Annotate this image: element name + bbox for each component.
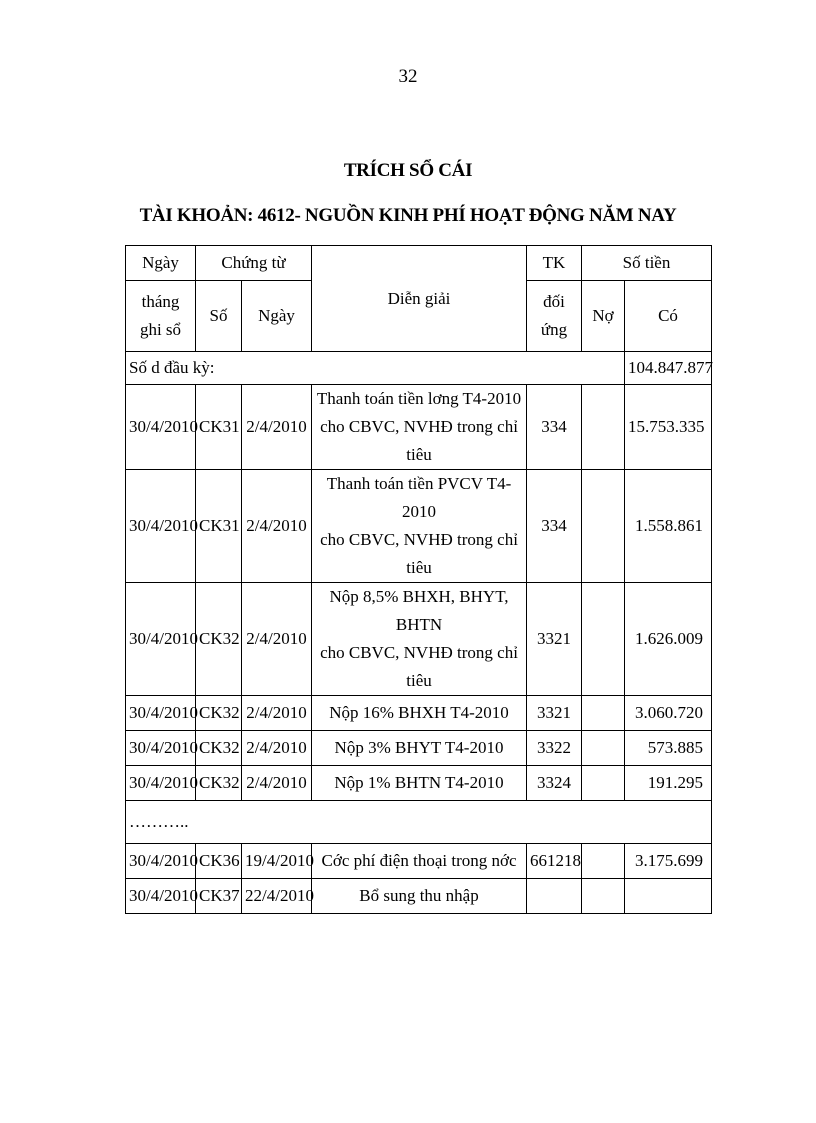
table-row: [126, 844, 712, 879]
row-co: 573.885: [625, 731, 712, 766]
header-row-1: [126, 246, 712, 281]
table-row: [126, 766, 712, 801]
row-date: 30/4/2010: [126, 844, 196, 879]
row-so: CK31: [196, 385, 242, 470]
header-tk-line3: ứng: [540, 320, 568, 339]
row-tk: 3321: [527, 583, 582, 696]
header-no: Nợ: [582, 281, 625, 352]
row-date: 30/4/2010: [126, 696, 196, 731]
row-no: [582, 470, 625, 583]
row-so: CK32: [196, 696, 242, 731]
row-so: CK32: [196, 583, 242, 696]
row-co: 15.753.335: [625, 385, 712, 470]
row-date: 30/4/2010: [126, 385, 196, 470]
row-so: CK32: [196, 766, 242, 801]
row-co: 191.295: [625, 766, 712, 801]
row-desc: [312, 470, 527, 583]
row-no: [582, 696, 625, 731]
row-so: CK37: [196, 879, 242, 914]
header-dien-giai: Diễn giải: [312, 246, 527, 352]
header-tk-cell: [527, 281, 582, 352]
row-desc-line2: cho CBVC, NVHĐ trong chỉ tiêu: [320, 530, 518, 577]
row-co: 3.060.720: [625, 696, 712, 731]
header-ngay-line3: ghi sổ: [139, 320, 182, 339]
row-desc-line1: Thanh toán tiền lơng T4-2010: [316, 389, 522, 408]
row-no: [582, 583, 625, 696]
row-no: [582, 766, 625, 801]
header-ngay-cell: [126, 281, 196, 352]
row-so: CK31: [196, 470, 242, 583]
row-no: [582, 385, 625, 470]
opening-balance-label: Số d đầu kỳ:: [126, 352, 625, 385]
row-tk: 334: [527, 385, 582, 470]
table-row: [126, 731, 712, 766]
row-desc-line1: Thanh toán tiền PVCV T4-2010: [326, 474, 512, 521]
header-so: Số: [196, 281, 242, 352]
row-desc: [312, 385, 527, 470]
row-ngay: 22/4/2010: [242, 879, 312, 914]
row-ngay: 19/4/2010: [242, 844, 312, 879]
row-tk: 661218: [527, 844, 582, 879]
row-desc: [312, 583, 527, 696]
row-date: 30/4/2010: [126, 879, 196, 914]
row-ngay: 2/4/2010: [242, 470, 312, 583]
document-title: TRÍCH SỔ CÁI: [343, 160, 473, 181]
row-no: [582, 879, 625, 914]
row-tk: [527, 879, 582, 914]
header-so-tien: Số tiền: [582, 246, 712, 281]
row-co: 1.558.861: [625, 470, 712, 583]
ellipsis-row: [126, 801, 712, 844]
page-number: 32: [398, 66, 418, 87]
row-co: 3.175.699: [625, 844, 712, 879]
row-ngay: 2/4/2010: [242, 385, 312, 470]
opening-balance-row: [126, 352, 712, 385]
row-so: CK32: [196, 731, 242, 766]
row-date: 30/4/2010: [126, 583, 196, 696]
row-desc: Nộp 3% BHYT T4-2010: [312, 731, 527, 766]
row-no: [582, 844, 625, 879]
row-desc: Nộp 1% BHTN T4-2010: [312, 766, 527, 801]
header-tk-line2: đối: [543, 292, 565, 311]
table-row: [126, 385, 712, 470]
row-tk: 3321: [527, 696, 582, 731]
row-tk: 3324: [527, 766, 582, 801]
header-chung-tu: Chứng từ: [196, 246, 312, 281]
row-desc-line2: cho CBVC, NVHĐ trong chỉ tiêu: [320, 417, 518, 464]
row-desc: Cớc phí điện thoại trong nớc: [312, 844, 527, 879]
table-row: [126, 879, 712, 914]
row-date: 30/4/2010: [126, 470, 196, 583]
table-row: [126, 696, 712, 731]
row-co: [625, 879, 712, 914]
row-ngay: 2/4/2010: [242, 731, 312, 766]
row-tk: 3322: [527, 731, 582, 766]
row-date: 30/4/2010: [126, 731, 196, 766]
row-ngay: 2/4/2010: [242, 583, 312, 696]
header-tk-line1: TK: [527, 246, 582, 281]
row-desc: Nộp 16% BHXH T4-2010: [312, 696, 527, 731]
header-ngay-line2: tháng: [141, 292, 180, 311]
row-ngay: 2/4/2010: [242, 696, 312, 731]
ledger-table: [125, 245, 712, 914]
row-ngay: 2/4/2010: [242, 766, 312, 801]
row-no: [582, 731, 625, 766]
row-tk: 334: [527, 470, 582, 583]
header-ngay-line1: Ngày: [126, 246, 196, 281]
account-subtitle: TÀI KHOẢN: 4612- NGUỒN KINH PHÍ HOẠT ĐỘNG NĂM NAY: [139, 205, 677, 226]
header-co: Có: [625, 281, 712, 352]
row-date: 30/4/2010: [126, 766, 196, 801]
row-desc-line1: Nộp 8,5% BHXH, BHYT, BHTN: [329, 587, 509, 634]
row-desc-line2: cho CBVC, NVHĐ trong chỉ tiêu: [320, 643, 518, 690]
header-ngay: Ngày: [242, 281, 312, 352]
row-so: CK36: [196, 844, 242, 879]
row-desc: Bổ sung thu nhập: [312, 879, 527, 914]
ellipsis-text: ………..: [126, 801, 712, 844]
table-row: [126, 583, 712, 696]
table-row: [126, 470, 712, 583]
row-co: 1.626.009: [625, 583, 712, 696]
opening-balance-value: 104.847.877: [625, 352, 712, 385]
